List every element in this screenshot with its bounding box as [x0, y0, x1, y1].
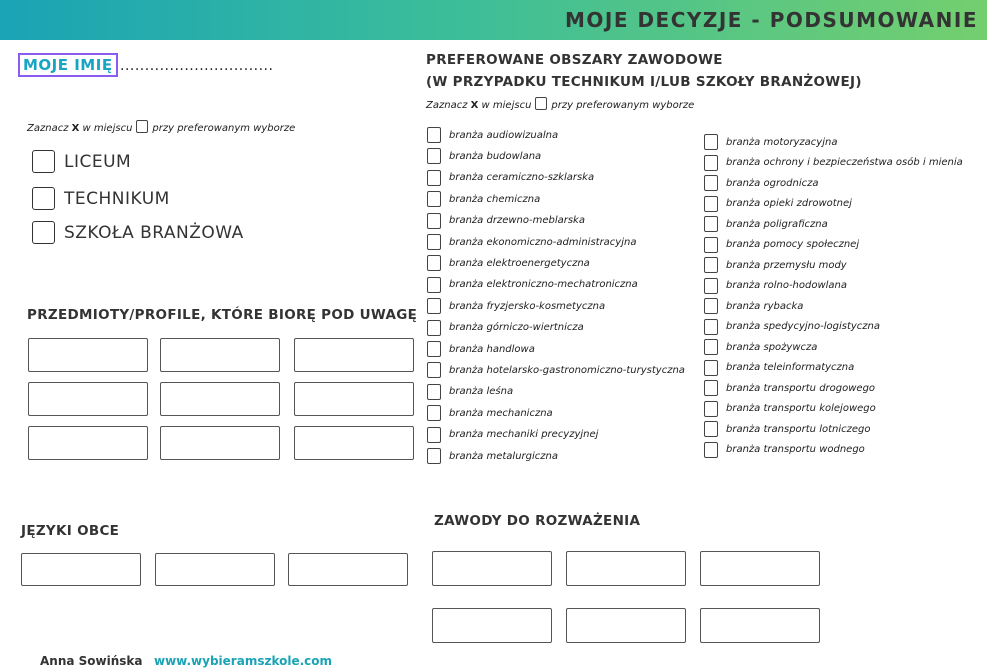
profession-field[interactable]	[566, 551, 686, 586]
languages-heading: JĘZYKI OBCE	[21, 523, 120, 539]
area-label: branża chemiczna	[449, 193, 541, 205]
area-label: branża fryzjersko-kosmetyczna	[449, 300, 606, 312]
area-option[interactable]	[427, 170, 594, 186]
school-label: TECHNIKUM	[64, 188, 170, 209]
area-checkbox[interactable]	[704, 237, 718, 253]
area-label: branża transportu lotniczego	[726, 423, 871, 435]
area-checkbox[interactable]	[704, 401, 718, 417]
area-option[interactable]	[427, 127, 558, 143]
profession-field[interactable]	[700, 551, 820, 586]
area-label: branża leśna	[449, 386, 514, 398]
area-checkbox[interactable]	[704, 360, 718, 376]
area-checkbox[interactable]	[704, 380, 718, 396]
subject-field[interactable]	[160, 426, 280, 460]
page-title: MOJE DECYZJE - PODSUMOWANIE	[564, 8, 978, 32]
area-option[interactable]	[427, 148, 541, 164]
profession-field[interactable]	[566, 608, 686, 643]
school-label: SZKOŁA BRANŻOWA	[64, 222, 244, 243]
name-field[interactable]: ...............................	[120, 58, 274, 74]
area-option[interactable]	[427, 384, 513, 400]
area-label: branża rolno-hodowlana	[726, 280, 848, 291]
area-label: branża mechaniczna	[449, 407, 553, 419]
area-checkbox[interactable]	[704, 442, 718, 458]
area-label: branża rybacka	[726, 300, 804, 312]
school-label: LICEUM	[64, 151, 132, 172]
area-label: branża transportu drogowego	[726, 382, 876, 394]
area-checkbox[interactable]	[427, 298, 441, 314]
footer-url[interactable]: www.wybieramszkole.com	[154, 654, 333, 668]
area-label: branża ceramiczno-szklarska	[449, 172, 595, 184]
footer-author: Anna Sowińska	[40, 654, 143, 668]
area-option[interactable]	[427, 255, 590, 271]
area-option[interactable]	[427, 320, 584, 336]
area-checkbox[interactable]	[427, 362, 441, 378]
area-label: branża teleinformatyczna	[726, 362, 855, 373]
area-checkbox[interactable]	[427, 255, 441, 271]
area-checkbox[interactable]	[427, 234, 441, 250]
area-label: branża elektroenergetyczna	[449, 257, 590, 269]
area-checkbox[interactable]	[427, 320, 441, 336]
area-checkbox[interactable]	[704, 175, 718, 191]
area-checkbox[interactable]	[704, 257, 718, 273]
area-label: branża drzewno-meblarska	[449, 215, 585, 227]
area-checkbox[interactable]	[427, 213, 441, 229]
area-checkbox[interactable]	[427, 127, 441, 143]
area-label: branża spożywcza	[726, 341, 818, 353]
professions-heading: ZAWODY DO ROZWAŻENIA	[434, 513, 641, 529]
area-option[interactable]	[704, 401, 876, 417]
header-banner	[0, 0, 987, 40]
hint-right: Zaznacz X w miejscu przy preferowanym wyborze	[426, 97, 694, 111]
subject-field[interactable]	[28, 426, 148, 460]
area-option[interactable]	[704, 298, 803, 314]
area-checkbox[interactable]	[427, 405, 441, 421]
area-label: branża transportu wodnego	[726, 444, 865, 455]
subject-field[interactable]	[28, 382, 148, 416]
area-checkbox[interactable]	[427, 427, 441, 443]
area-label: branża ekonomiczno-administracyjna	[449, 236, 637, 248]
area-checkbox[interactable]	[427, 448, 441, 464]
area-label: branża poligraficzna	[726, 218, 828, 230]
area-option[interactable]	[704, 216, 828, 232]
area-checkbox[interactable]	[704, 155, 718, 171]
area-option[interactable]	[704, 134, 837, 150]
area-option[interactable]	[704, 155, 963, 171]
area-checkbox[interactable]	[427, 341, 441, 357]
area-label: branża ochrony i bezpieczeństwa osób i mienia	[726, 157, 963, 168]
area-option[interactable]	[427, 298, 605, 314]
area-option[interactable]	[704, 278, 847, 294]
area-checkbox[interactable]	[427, 191, 441, 207]
area-checkbox[interactable]	[704, 216, 718, 232]
area-option[interactable]	[427, 191, 540, 207]
school-checkbox[interactable]	[32, 187, 55, 210]
area-option[interactable]	[704, 319, 880, 335]
area-label: branża pomocy społecznej	[726, 239, 860, 250]
areas-heading: PREFEROWANE OBSZARY ZAWODOWE	[426, 52, 723, 68]
area-checkbox[interactable]	[427, 170, 441, 186]
school-option-liceum[interactable]	[32, 150, 131, 173]
checkbox-icon	[136, 120, 148, 133]
checkbox-icon	[535, 97, 547, 110]
school-option-technikum[interactable]	[32, 187, 170, 210]
area-option[interactable]	[704, 196, 852, 212]
language-field[interactable]	[21, 553, 141, 586]
area-label: branża elektroniczno-mechatroniczna	[449, 279, 638, 291]
area-label: branża spedycyjno-logistyczna	[726, 321, 880, 332]
area-checkbox[interactable]	[704, 134, 718, 150]
subject-field[interactable]	[294, 338, 414, 372]
area-label: branża przemysłu mody	[726, 259, 847, 271]
area-label: branża mechaniki precyzyjnej	[449, 429, 599, 441]
school-checkbox[interactable]	[32, 221, 55, 244]
area-option[interactable]	[427, 234, 636, 250]
area-label: branża hotelarsko-gastronomiczno-turystyczna	[449, 364, 685, 376]
school-checkbox[interactable]	[32, 150, 55, 173]
school-option-branzowa[interactable]	[32, 221, 244, 244]
profession-field[interactable]	[700, 608, 820, 643]
area-checkbox[interactable]	[704, 278, 718, 294]
area-option[interactable]	[427, 448, 558, 464]
area-option[interactable]	[704, 339, 817, 355]
area-label: branża opieki zdrowotnej	[726, 198, 852, 209]
area-option[interactable]	[427, 213, 585, 229]
area-option[interactable]	[704, 442, 865, 458]
subject-field[interactable]	[294, 382, 414, 416]
hint-left: Zaznacz X w miejscu przy preferowanym wyborze	[27, 120, 295, 134]
subject-field[interactable]	[294, 426, 414, 460]
area-label: branża górniczo-wiertnicza	[449, 322, 584, 334]
area-option[interactable]	[704, 237, 859, 253]
language-field[interactable]	[155, 553, 275, 586]
area-option[interactable]	[704, 380, 875, 396]
language-field[interactable]	[288, 553, 408, 586]
subject-field[interactable]	[160, 338, 280, 372]
area-checkbox[interactable]	[704, 339, 718, 355]
area-option[interactable]	[704, 360, 854, 376]
area-option[interactable]	[704, 257, 847, 273]
area-checkbox[interactable]	[704, 421, 718, 437]
area-checkbox[interactable]	[427, 148, 441, 164]
area-option[interactable]	[427, 277, 638, 293]
area-option[interactable]	[427, 405, 553, 421]
area-option[interactable]	[427, 341, 535, 357]
area-checkbox[interactable]	[704, 298, 718, 314]
area-label: branża budowlana	[449, 150, 542, 162]
areas-subheading: (W PRZYPADKU TECHNIKUM I/LUB SZKOŁY BRANŻOWEJ)	[426, 74, 862, 90]
area-checkbox[interactable]	[427, 384, 441, 400]
area-label: branża motoryzacyjna	[726, 136, 838, 148]
area-option[interactable]	[704, 175, 819, 191]
subject-field[interactable]	[28, 338, 148, 372]
area-option[interactable]	[704, 421, 871, 437]
area-label: branża metalurgiczna	[449, 450, 558, 462]
area-label: branża audiowizualna	[449, 129, 559, 141]
area-checkbox[interactable]	[704, 319, 718, 335]
area-label: branża ogrodnicza	[726, 177, 819, 189]
area-option[interactable]	[427, 362, 685, 378]
subjects-heading: PRZEDMIOTY/PROFILE, KTÓRE BIORĘ POD UWAGĘ	[27, 307, 418, 323]
name-label: MOJE IMIĘ	[18, 53, 118, 77]
profession-field[interactable]	[432, 551, 552, 586]
area-checkbox[interactable]	[704, 196, 718, 212]
area-option[interactable]	[427, 427, 598, 443]
area-label: branża transportu kolejowego	[726, 403, 876, 414]
area-label: branża handlowa	[449, 343, 535, 355]
profession-field[interactable]	[432, 608, 552, 643]
subject-field[interactable]	[160, 382, 280, 416]
area-checkbox[interactable]	[427, 277, 441, 293]
